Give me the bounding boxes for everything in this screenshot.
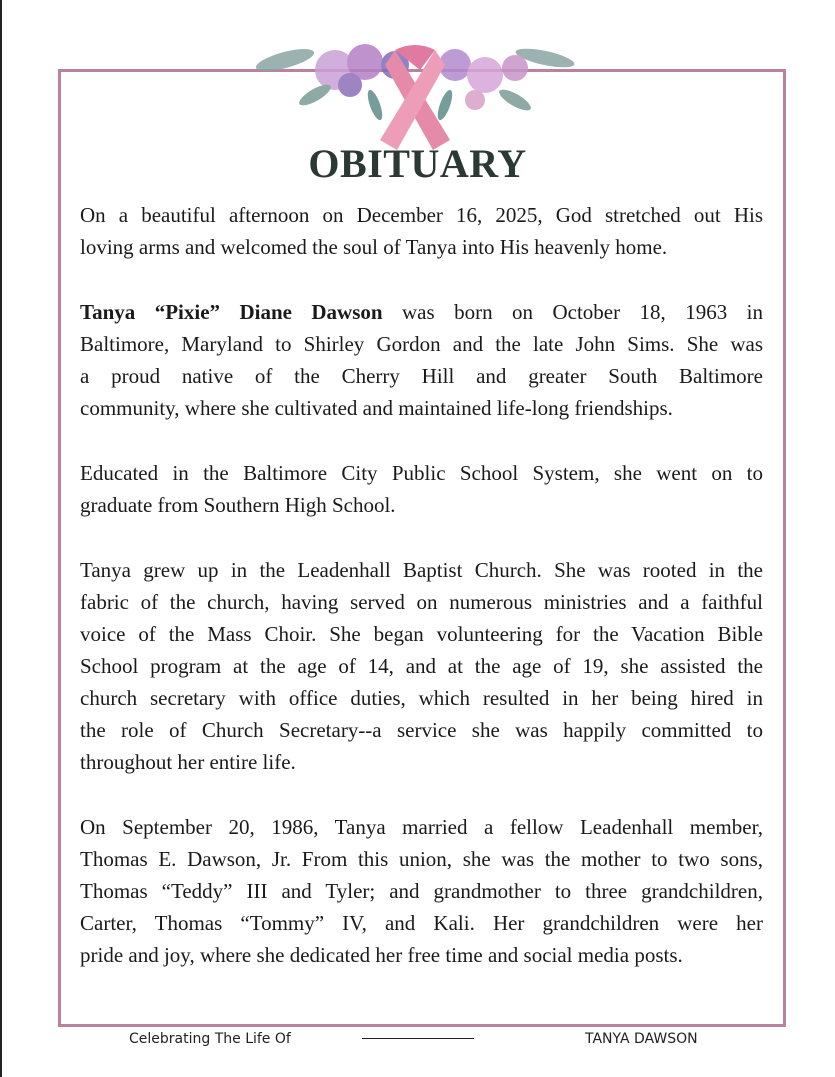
text-line: Carter, Thomas “Tommy” IV, and Kali. Her grandchildren were her: [80, 911, 763, 935]
paragraph-4: [80, 554, 763, 778]
text-line: [80, 296, 763, 328]
text-line: Thomas “Teddy” III and Tyler; and grandmother to three grandchildren,: [80, 879, 763, 903]
text-line: community, where she cultivated and maintained life-long friendships.: [80, 396, 673, 420]
text-line: graduate from Southern High School.: [80, 493, 396, 517]
paragraph-2: [80, 296, 763, 424]
text-line: Tanya grew up in the Leadenhall Baptist Church. She was rooted in the: [80, 558, 763, 582]
text-line: a proud native of the Cherry Hill and greater South Baltimore: [80, 364, 763, 388]
text-line: church secretary with office duties, which resulted in her being hired in: [80, 686, 763, 710]
page-title: OBITUARY: [308, 141, 527, 186]
text-line: throughout her entire life.: [80, 750, 296, 774]
text-line: pride and joy, where she dedicated her free time and social media posts.: [80, 943, 683, 967]
text-line: On a beautiful afternoon on December 16, 2025, God stretched out His: [80, 203, 763, 227]
obituary-body: [80, 199, 763, 1004]
text-line: the role of Church Secretary--a service she was happily committed to: [80, 718, 763, 742]
text-line: fabric of the church, having served on numerous ministries and a faithful: [80, 590, 763, 614]
text-line: loving arms and welcomed the soul of Tanya into His heavenly home.: [80, 235, 668, 259]
footer-divider: [362, 1038, 474, 1039]
paragraph-3: [80, 457, 763, 521]
text-line: Thomas E. Dawson, Jr. From this union, she was the mother to two sons,: [80, 847, 763, 871]
text-line: voice of the Mass Choir. She began volunteering for the Vacation Bible: [80, 622, 763, 646]
deceased-name: Tanya “Pixie” Diane Dawson: [80, 300, 383, 324]
text-line: On September 20, 1986, Tanya married a fellow Leadenhall member,: [80, 815, 763, 839]
text-line: School program at the age of 14, and at the age of 19, she assisted the: [80, 654, 763, 678]
paragraph-1: [80, 199, 763, 263]
text-line: Baltimore, Maryland to Shirley Gordon and the late John Sims. She was: [80, 332, 763, 356]
footer-name: TANYA DAWSON: [585, 1031, 698, 1047]
text-segment: was born on October 18, 1963 in: [382, 300, 764, 324]
text-line: Educated in the Baltimore City Public School System, she went on to: [80, 461, 763, 485]
paragraph-5: [80, 811, 763, 971]
footer-caption: Celebrating The Life Of: [129, 1031, 291, 1047]
